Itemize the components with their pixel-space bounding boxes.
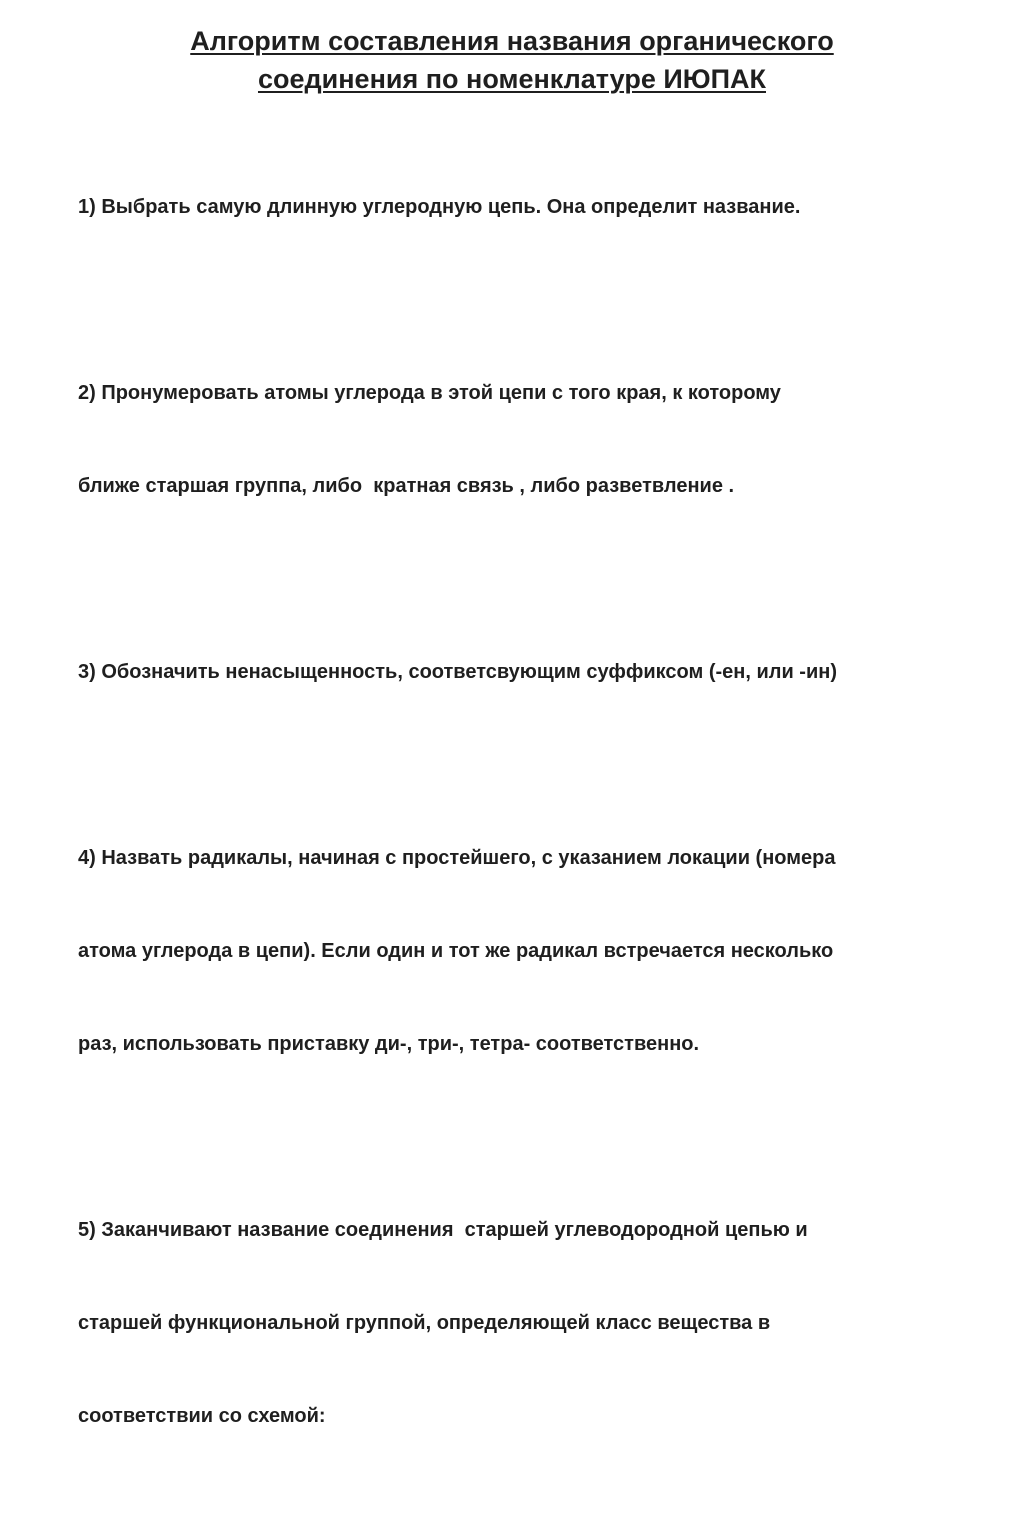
step-1 [78, 130, 958, 285]
step-line: 5) Заканчивают название соединения старшей углеводородной цепью и [78, 1219, 808, 1241]
step-3 [78, 595, 958, 750]
step-line: 1) Выбрать самую длинную углеродную цепь. Она определит название. [78, 196, 801, 218]
title-line-1: Алгоритм составления названия органического [190, 26, 834, 56]
step-line: 4) Назвать радикалы, начиная с простейшего, с указанием локации (номера [78, 847, 836, 869]
step-line: 3) Обозначить ненасыщенность, соответсвующим суффиксом (-ен, или -ин) [78, 661, 838, 683]
step-line: 2) Пронумеровать атомы углерода в этой цепи с того края, к которому [78, 382, 781, 404]
step-4 [78, 781, 958, 1122]
step-line: старшей функциональной группой, определяющей класс вещества в [78, 1312, 771, 1334]
step-2 [78, 316, 958, 564]
title-line-2: соединения по номенклатуре ИЮПАК [257, 64, 766, 94]
step-line: атома углерода в цепи). Если один и тот же радикал встречается несколько [78, 940, 834, 962]
steps-list [78, 130, 958, 1525]
step-line: раз, использовать приставку ди-, три-, тетра- соответственно. [78, 1033, 700, 1055]
step-line: ближе старшая группа, либо кратная связь , либо разветвление . [78, 475, 735, 497]
slide-title [0, 22, 1024, 98]
step-line: соответствии со схемой: [78, 1405, 326, 1427]
step-5 [78, 1153, 958, 1494]
